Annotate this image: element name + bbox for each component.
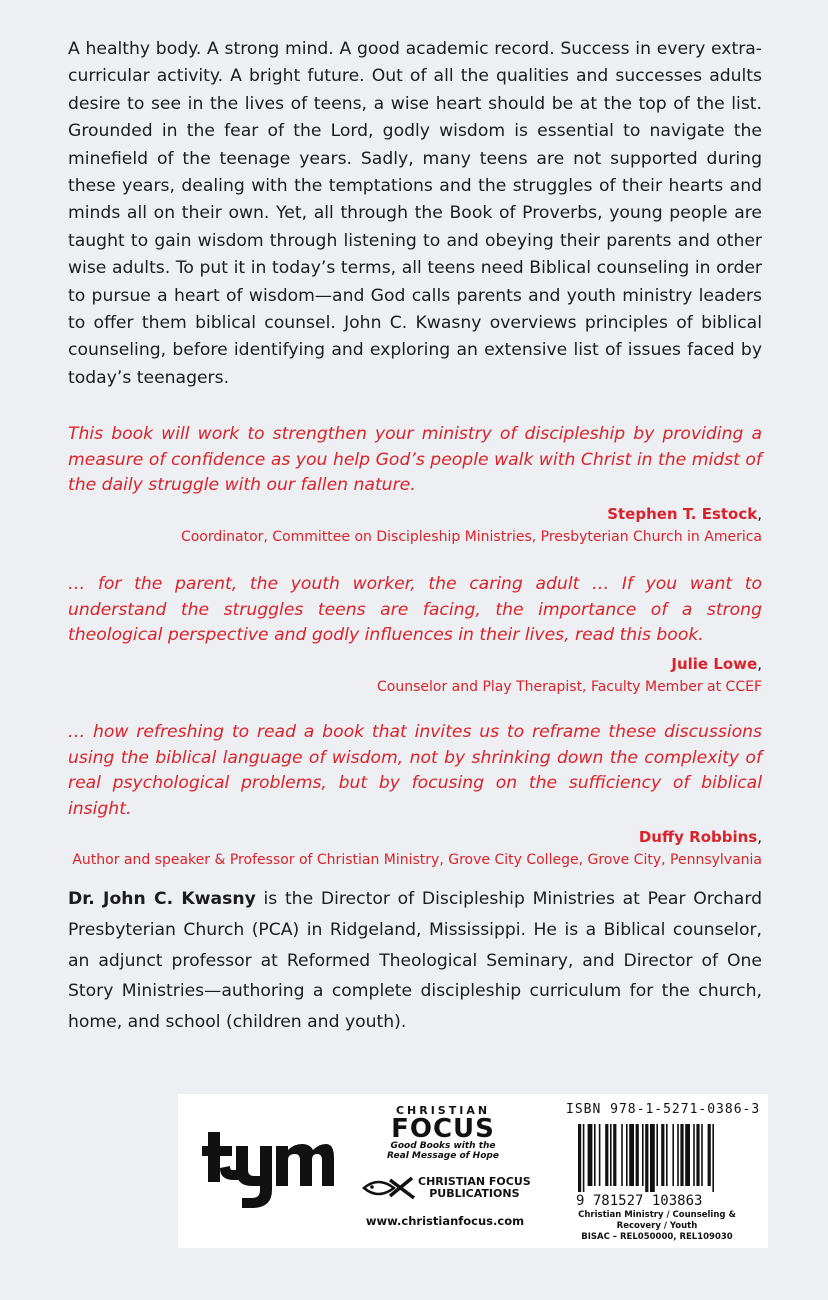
- isbn-barcode: [568, 1124, 758, 1208]
- christian-focus-logo: [358, 1104, 528, 1161]
- barcode-bar: [693, 1124, 695, 1186]
- endorsement-3: [68, 720, 762, 871]
- christian-focus-publications: [360, 1176, 535, 1200]
- barcode-bar: [701, 1124, 703, 1186]
- publisher-footer: [178, 1094, 768, 1248]
- endorsement-1: [68, 422, 762, 548]
- barcode-bar: [645, 1124, 648, 1192]
- barcode-bar: [656, 1124, 658, 1186]
- barcode-bar: [696, 1124, 699, 1186]
- barcode-bar: [613, 1124, 616, 1186]
- bisac-codes: BISAC – REL050000, REL109030: [581, 1232, 733, 1242]
- barcode-bar: [605, 1124, 608, 1186]
- barcode-digits: 9 781527 103863: [576, 1193, 703, 1208]
- endorsement-quote: … how refreshing to read a book that invites us to reframe these discussions using the biblical language of wisdom, not by shrinking down the complexity of real psychological problems, but by focusing on the sufficiency of biblical insight.: [68, 722, 762, 819]
- barcode-bar: [636, 1124, 639, 1186]
- barcode-bar: [599, 1124, 601, 1186]
- tym-logo: [202, 1120, 334, 1210]
- barcode-bar: [672, 1124, 674, 1186]
- barcode-bar: [685, 1124, 690, 1186]
- book-blurb: A healthy body. A strong mind. A good academic record. Success in every extra-curricular activity. A bright future. Out of all the qualities and successes adults desire to see in the lives of teens, a wise heart should be at the top of the list. Grounded in the fear of the Lord, godly wisdom is essential to navigate the minefield of the teenage years. Sadly, many teens are not supported during these years, dealing with the temptations and the struggles of their hearts and minds all on their own. Yet, all through the Book of Proverbs, young people are taught to gain wisdom through listening to and obeying their parents and other wise adults. To put it in today’s terms, all teens need Biblical counseling in order to pursue a heart of wisdom—and God calls parents and youth ministry leaders to offer them biblical counsel. John C. Kwasny overviews principles of biblical counseling, before identifying and exploring an extensive list of issues faced by today’s teenagers.: [68, 39, 762, 388]
- endorser-name: Julie Lowe,: [671, 654, 762, 673]
- fish-icon: [360, 1176, 416, 1200]
- author-bio-text: is the Director of Discipleship Ministries at Pear Orchard Presbyterian Church (PCA) in Ridgeland, Mississippi. He is a Biblical counselor, an adjunct professor at Reformed Theological Seminary, and Director of One Story Ministries—authoring a complete discipleship curriculum for the church, home, and school (children and youth).: [68, 889, 762, 1033]
- endorser-name: Stephen T. Estock,: [607, 504, 762, 523]
- imprint-name: [418, 1176, 531, 1200]
- endorsement-2: [68, 572, 762, 698]
- publisher-tagline-1: Good Books with the: [390, 1141, 496, 1151]
- endorser-title: Counselor and Play Therapist, Faculty Member at CCEF: [377, 678, 762, 695]
- publisher-line-2: FOCUS: [391, 1114, 495, 1144]
- barcode-bar: [680, 1124, 683, 1186]
- bisac-info: [562, 1210, 752, 1243]
- barcode-bar: [588, 1124, 593, 1186]
- imprint-line-2: PUBLICATIONS: [429, 1187, 520, 1200]
- author-name: Dr. John C. Kwasny: [68, 889, 256, 909]
- barcode-bar: [583, 1124, 585, 1192]
- barcode-bar: [650, 1124, 655, 1192]
- barcode-bar: [666, 1124, 668, 1186]
- barcode-bar: [661, 1124, 664, 1186]
- imprint-line-1: CHRISTIAN FOCUS: [418, 1175, 531, 1188]
- endorsement-quote: … for the parent, the youth worker, the caring adult … If you want to understand the struggles teens are facing, the importance of a strong theological perspective and godly influences in their lives, read this book.: [68, 574, 762, 645]
- endorsement-quote: This book will work to strengthen your ministry of discipleship by providing a measure of confidence as you help God’s people walk with Christ in the midst of the daily struggle with our fallen nature.: [68, 424, 762, 495]
- author-bio: [68, 884, 762, 1038]
- tym-logo-text: tym: [268, 1140, 270, 1141]
- barcode-bar: [629, 1124, 634, 1186]
- barcode-bar: [610, 1124, 612, 1186]
- endorser-name: Duffy Robbins,: [638, 828, 762, 846]
- publisher-url: www.christianfocus.com: [365, 1214, 525, 1228]
- barcode-bar: [626, 1124, 628, 1186]
- barcode-bar: [594, 1124, 596, 1186]
- barcode-bar: [712, 1124, 714, 1192]
- barcode-bar: [578, 1124, 581, 1192]
- publisher-tagline-2: Real Message of Hope: [387, 1151, 499, 1161]
- isbn-label: ISBN 978-1-5271-0386-3: [566, 1102, 761, 1117]
- barcode-bar: [642, 1124, 644, 1186]
- publisher-line-1: CHRISTIAN: [395, 1104, 491, 1117]
- barcode-bar: [708, 1124, 711, 1186]
- barcode-bar: [677, 1124, 679, 1186]
- barcode-bar: [621, 1124, 623, 1186]
- endorser-title: Author and speaker & Professor of Christian Ministry, Grove City College, Grove City, Pennsylvania: [72, 852, 762, 868]
- endorser-title: Coordinator, Committee on Discipleship Ministries, Presbyterian Church in America: [180, 528, 762, 545]
- bisac-category: Christian Ministry / Counseling & Recovery / Youth: [578, 1210, 736, 1231]
